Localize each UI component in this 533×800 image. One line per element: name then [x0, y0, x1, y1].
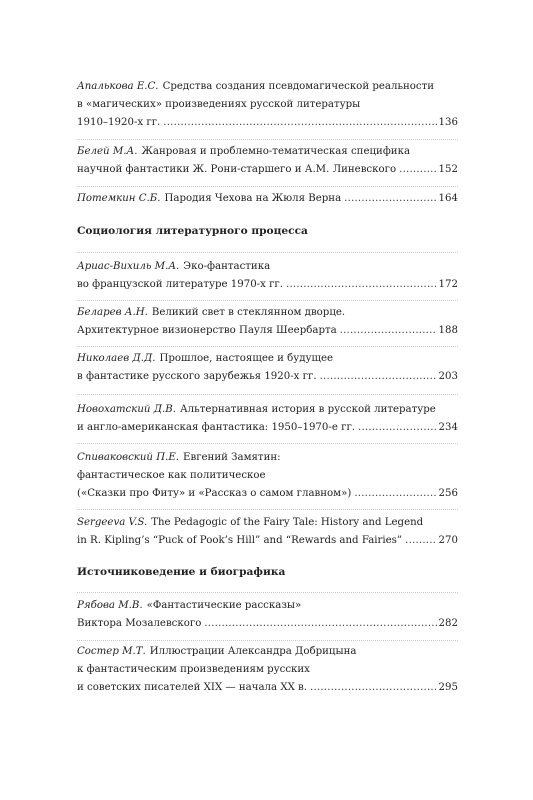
- toc-line: [77, 190, 458, 208]
- entry-page-number: 164: [438, 193, 458, 204]
- toc-entry-apalkova[interactable]: [77, 78, 458, 132]
- entry-author: Николаев Д.Д.: [77, 353, 156, 364]
- toc-line: [77, 350, 458, 368]
- dot-leader: [399, 161, 436, 179]
- toc-line: [77, 485, 458, 503]
- entry-title-line: Альтернативная история в русской литературе: [179, 404, 436, 415]
- toc-line: [77, 643, 458, 661]
- entry-page-number: 234: [438, 422, 458, 433]
- toc-line: [77, 514, 458, 532]
- entry-author: Беларев А.Н.: [77, 307, 148, 318]
- toc-line: [77, 114, 458, 132]
- entry-page-number: 152: [438, 164, 458, 175]
- entry-author: Апалькова Е.С.: [77, 81, 159, 92]
- toc-line: [77, 258, 458, 276]
- entry-title-line: и англо-американская фантастика: 1950–1970-е гг.: [77, 422, 356, 433]
- toc-line: [77, 615, 458, 633]
- entry-author: Спиваковский П.Е.: [77, 452, 180, 463]
- dot-leader: [286, 276, 437, 294]
- entry-author: Белей М.А.: [77, 146, 138, 157]
- entry-divider: [77, 394, 458, 395]
- entry-title-line: Иллюстрации Александра Добрицына: [149, 646, 357, 657]
- entry-page-number: 203: [438, 371, 458, 382]
- entry-author: Рябова М.В.: [77, 600, 143, 611]
- entry-divider: [77, 300, 458, 301]
- toc-line: [77, 467, 458, 485]
- entry-divider: [77, 346, 458, 347]
- entry-page-number: 256: [438, 488, 458, 499]
- entry-divider: [77, 443, 458, 444]
- section-heading: Социология литературного процесса: [77, 225, 308, 237]
- toc-line: [77, 304, 458, 322]
- entry-title-line: Евгений Замятин:: [183, 452, 281, 463]
- entry-title-line: The Pedagogic of the Fairy Tale: History and Legend: [151, 517, 424, 528]
- entry-title-line: Архитектурное визионерство Пауля Шеербарта: [77, 325, 337, 336]
- dot-leader: [163, 114, 436, 132]
- entry-divider: [77, 252, 458, 253]
- entry-page-number: 188: [438, 325, 458, 336]
- toc-line: [77, 368, 458, 386]
- entry-author: Потемкин С.Б.: [77, 193, 161, 204]
- entry-title-line: во французской литературе 1970-х гг.: [77, 279, 284, 290]
- entry-divider: [77, 592, 458, 593]
- toc-line: [77, 532, 458, 550]
- toc-entry-spivakovsky[interactable]: [77, 449, 458, 503]
- toc-line: [77, 96, 458, 114]
- entry-divider: [77, 186, 458, 187]
- entry-author: Ариас-Вихиль М.А.: [77, 261, 180, 272]
- toc-line: [77, 597, 458, 615]
- entry-author: Состер М.Т.: [77, 646, 146, 657]
- entry-divider: [77, 509, 458, 510]
- toc-entry-belarev[interactable]: [77, 304, 458, 340]
- entry-title-line: Пародия Чехова на Жюля Верна: [164, 193, 342, 204]
- entry-title-line: Великий свет в стеклянном дворце.: [151, 307, 346, 318]
- entry-author: Новохатский Д.В.: [77, 404, 176, 415]
- entry-title-line: 1910–1920-х гг.: [77, 117, 161, 128]
- toc-line: [77, 161, 458, 179]
- toc-entry-potemkin[interactable]: [77, 190, 458, 208]
- section-heading: Источниковедение и биографика: [77, 566, 286, 578]
- toc-line: [77, 78, 458, 96]
- entry-title-line: и советских писателей XIX — начала XX в.: [77, 682, 308, 693]
- entry-title-line: Жанровая и проблемно-тематическая специфика: [141, 146, 411, 157]
- dot-leader: [310, 679, 437, 697]
- toc-entry-sergeeva[interactable]: [77, 514, 458, 550]
- toc-entry-arias-vikhil[interactable]: [77, 258, 458, 294]
- entry-title-line: «Фантастические рассказы»: [146, 600, 302, 611]
- entry-title-line: к фантастическим произведениям русских: [77, 664, 310, 675]
- entry-title-line: Прошлое, настоящее и будущее: [159, 353, 334, 364]
- toc-line: [77, 419, 458, 437]
- entry-title-line: in R. Kipling’s “Puck of Pook’s Hill” and “Rewards and Fairies”: [77, 535, 403, 546]
- dot-leader: [358, 419, 437, 437]
- entry-title-line: научной фантастики Ж. Рони-старшего и А.М. Линевского: [77, 164, 397, 175]
- toc-line: [77, 449, 458, 467]
- entry-page-number: 270: [438, 535, 458, 546]
- entry-author: Sergeeva V.S.: [77, 517, 148, 528]
- dot-leader: [340, 322, 437, 340]
- entry-page-number: 172: [438, 279, 458, 290]
- toc-line: [77, 322, 458, 340]
- toc-line: [77, 143, 458, 161]
- entry-divider: [77, 640, 458, 641]
- entry-page-number: 295: [438, 682, 458, 693]
- dot-leader: [354, 485, 436, 503]
- toc-entry-novokhatsky[interactable]: [77, 401, 458, 437]
- toc-line: [77, 276, 458, 294]
- toc-line: [77, 661, 458, 679]
- dot-leader: [204, 615, 436, 633]
- entry-title-line: Средства создания псевдомагической реальности: [162, 81, 435, 92]
- toc-entry-soster[interactable]: [77, 643, 458, 697]
- toc-line: [77, 401, 458, 419]
- entry-title-line: в «магических» произведениях русской литературы: [77, 99, 361, 110]
- entry-page-number: 136: [438, 117, 458, 128]
- dot-leader: [344, 190, 436, 208]
- entry-page-number: 282: [438, 618, 458, 629]
- entry-title-line: фантастическое как политическое: [77, 470, 266, 481]
- entry-title-line: в фантастике русского зарубежья 1920-х гг.: [77, 371, 317, 382]
- entry-title-line: Эко-фантастика: [183, 261, 271, 272]
- entry-title-line: («Сказки про Фиту» и «Рассказ о самом главном»): [77, 488, 352, 499]
- toc-line: [77, 679, 458, 697]
- toc-entry-ryabova[interactable]: [77, 597, 458, 633]
- dot-leader: [405, 532, 436, 550]
- entry-divider: [77, 139, 458, 140]
- entry-title-line: Виктора Мозалевского: [77, 618, 202, 629]
- toc-entry-beley[interactable]: [77, 143, 458, 179]
- dot-leader: [320, 368, 437, 386]
- toc-entry-nikolaev[interactable]: [77, 350, 458, 386]
